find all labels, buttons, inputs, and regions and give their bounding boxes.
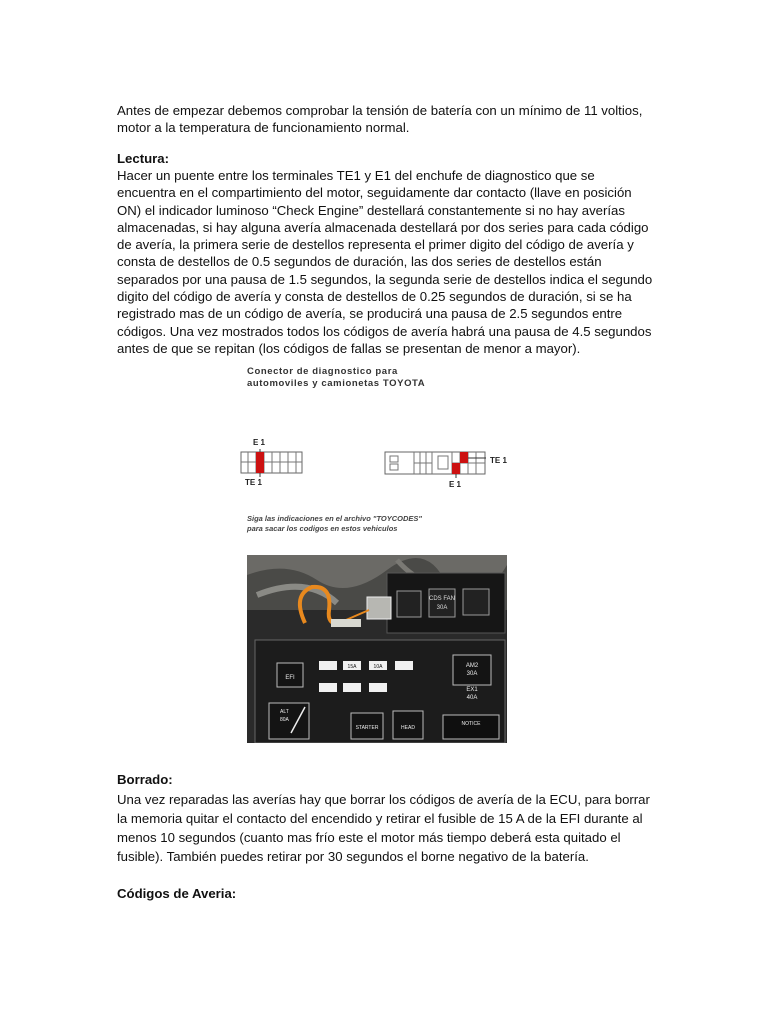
am2-amp-label: 30A xyxy=(466,671,478,677)
right-te1-terminal xyxy=(460,452,468,463)
right-e1-terminal xyxy=(452,463,460,474)
ex1-amp-label: 40A xyxy=(466,695,478,701)
figure-title xyxy=(247,366,425,390)
diagnostic-plug xyxy=(367,597,391,619)
head-label: HEAD xyxy=(401,725,415,731)
cds-fan-label: CDS FAN xyxy=(428,596,456,602)
lectura-heading: Lectura: xyxy=(117,151,170,166)
right-label-te1: TE 1 xyxy=(490,456,507,465)
left-e1-terminal xyxy=(256,452,264,462)
figure-caption-line2: para sacar los codigos en estos vehiculos xyxy=(247,524,398,533)
efi-label: EFI xyxy=(285,675,295,681)
right-connector-diagram xyxy=(384,450,488,478)
notice-label: NOTICE xyxy=(461,721,481,727)
lectura-paragraph: Hacer un puente entre los terminales TE1 y E1 del enchufe de diagnostico que se encuentra en el compartimiento del motor, seguidamente dar contacto (llave en posición ON) el indicador luminoso “Check Engine” destellará constantemente si no hay averías almacenadas, si hay alguna avería almacenada destellará por dos series para cada código de avería, la primera serie de destellos representa el primer digito del código de avería y consta de destellos de 0.5 segundos de duración, las dos series de destellos están separados por una pausa de 1.5 segundos, la segunda serie de destellos indica el segundo digito del código de avería y consta de destellos de 0.25 segundos de duración, si se ha registrado mas de un código de avería, se producirá una pausa de 2.5 segundos entre códigos. Una vez mostrados todos los códigos de avería habrá una pausa de 4.5 segundos antes de que se repitan (los códigos de fallas se presentan de menor a mayor). xyxy=(117,168,653,356)
borrado-heading: Borrado: xyxy=(117,772,173,787)
left-label-te1: TE 1 xyxy=(245,478,262,487)
starter-label: STARTER xyxy=(355,725,379,731)
borrado-paragraph: Una vez reparadas las averías hay que borrar los códigos de avería de la ECU, para borrar la memoria quitar el contacto del encendido y retirar el fusible de 15 A de la EFI durante al menos 10 segundos (cuanto mas frío este el motor más tiempo deberá esta quitado el fusible). También puedes retirar por 30 segundos el borne negativo de la batería. xyxy=(117,792,650,864)
figure-title-line2: automoviles y camionetas TOYOTA xyxy=(247,378,426,389)
left-connector-diagram xyxy=(240,449,304,477)
figure-title-line1: Conector de diagnostico para xyxy=(247,366,398,377)
am2-label: AM2 xyxy=(465,663,479,669)
alt-amp-label: 80A xyxy=(280,717,289,723)
right-label-e1: E 1 xyxy=(449,480,462,489)
alt-label: ALT xyxy=(280,709,289,715)
codigos-heading: Códigos de Averia: xyxy=(117,886,237,901)
left-te1-terminal xyxy=(256,462,264,473)
figure-caption-line1: Siga las indicaciones en el archivo "TOYCODES" xyxy=(247,514,422,523)
cds-fan-amp-label: 30A xyxy=(436,605,448,611)
left-label-e1: E 1 xyxy=(253,438,266,447)
fuse-15a-label: 15A xyxy=(347,664,357,670)
figure-caption xyxy=(247,514,422,534)
fuse-box-photo xyxy=(247,555,507,743)
fuse-10a-label: 10A xyxy=(373,664,383,670)
ex1-label: EX1 xyxy=(466,687,478,693)
intro-paragraph: Antes de empezar debemos comprobar la tensión de batería con un mínimo de 11 voltios, motor a la temperatura de funcionamiento normal. xyxy=(117,103,643,136)
